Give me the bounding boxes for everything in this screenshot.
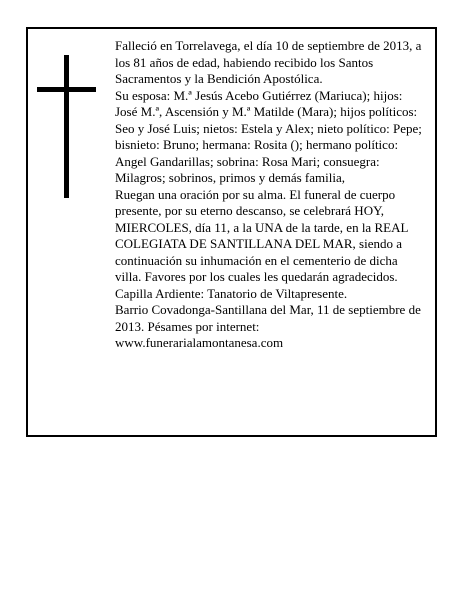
death-announcement-paragraph: Falleció en Torrelavega, el día 10 de septiembre de 2013, a los 81 años de edad, habiendo recibido los Santos Sacramentos y la Bendición Apostólica. bbox=[115, 38, 422, 86]
obituary-text bbox=[115, 38, 425, 352]
place-date-paragraph: Barrio Covadonga-Santillana del Mar, 11 de septiembre de 2013. Pésames por internet: www.funerarialamontanesa.com bbox=[115, 302, 421, 350]
cross-vertical-bar bbox=[64, 55, 69, 198]
family-paragraph: Su esposa: M.ª Jesús Acebo Gutiérrez (Mariuca); hijos: José M.ª, Ascensión y M.ª Matilde (Mara); hijos políticos: Seo y José Luis; nietos: Estela y Alex; nieto político: Pepe; bisnieto: Bruno; hermana: Rosita (); hermano político: Angel Gandarillas; sobrina: Rosa Mari; consuegra: Milagros; sobrinos, primos y demás familia, bbox=[115, 87, 422, 185]
cross-icon bbox=[37, 55, 96, 198]
cross-horizontal-bar bbox=[37, 87, 96, 92]
funeral-details-paragraph: Ruegan una oración por su alma. El funeral de cuerpo presente, por su eterno descanso, se celebrará HOY, MIERCOLES, día 11, a la UNA de la tarde, en la REAL COLEGIATA DE SANTILLANA DEL MAR, siendo a continuación su inhumación en el cementerio de dicha villa. Favores por los cuales les quedarán agradecidos. Capilla Ardiente: Tanatorio de Viltapresente. bbox=[115, 186, 408, 301]
